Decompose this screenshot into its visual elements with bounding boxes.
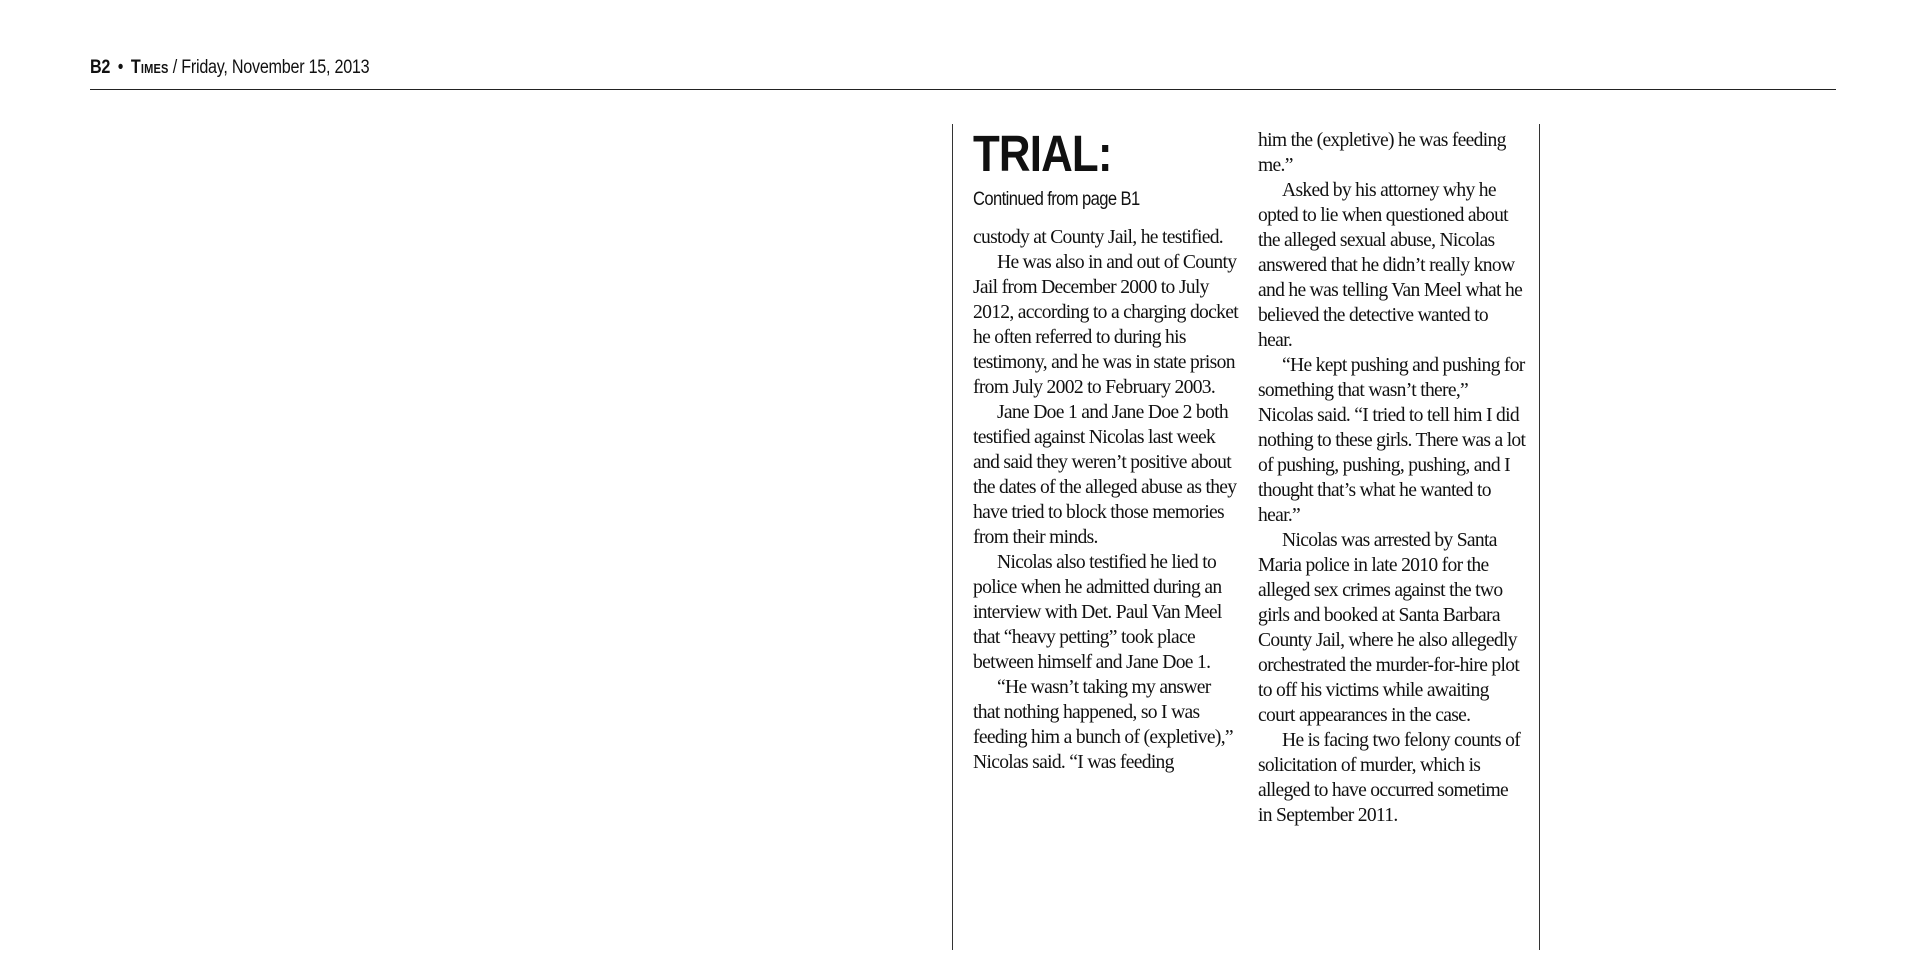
paragraph: Asked by his attorney why he opted to lie when questioned about the alleged sexual abuse, Nicolas answered that he didn’t really know and he was telling Van Meel what he believed the detective wanted to hear. [1258, 180, 1523, 351]
publication-date: Friday, November 15, 2013 [181, 57, 370, 78]
paragraph: “He wasn’t taking my answer that nothing happened, so I was feeding him a bunch of (expletive),” Nicolas said. “I was feeding [973, 677, 1233, 773]
article-column-2 [1258, 128, 1526, 828]
paragraph: He was also in and out of County Jail from December 2000 to July 2012, according to a charging docket he often referred to during his testimony, and he was in state prison from July 2002 to February 2003. [973, 252, 1238, 398]
continued-from-line: Continued from page B1 [973, 188, 1140, 210]
folio-slash: / [172, 57, 178, 78]
paragraph: Nicolas also testified he lied to police when he admitted during an interview with Det. Paul Van Meel that “heavy petting” took place between himself and Jane Doe 1. [973, 552, 1222, 673]
paragraph: Jane Doe 1 and Jane Doe 2 both testified against Nicolas last week and said they weren’t positive about the dates of the alleged abuse as they have tried to block those memories from their minds. [973, 402, 1237, 548]
page-folio [90, 57, 369, 79]
paragraph: custody at County Jail, he testified. [973, 227, 1224, 248]
paragraph: Nicolas was arrested by Santa Maria police in late 2010 for the alleged sex crimes against the two girls and booked at Santa Barbara County Jail, where he also allegedly orchestrated the murder-for-hire plot to off his victims while awaiting court appearances in the case. [1258, 530, 1520, 726]
publication-name: Times [130, 57, 169, 78]
article-column-1 [973, 124, 1241, 775]
paragraph: him the (expletive) he was feeding me.” [1258, 130, 1506, 176]
page-number: B2 [90, 57, 111, 78]
header-rule [90, 89, 1836, 90]
paragraph: “He kept pushing and pushing for something that wasn’t there,” Nicolas said. “I tried to tell him I did nothing to these girls. There was a lot of pushing, pushing, pushing, and I thought that’s what he wanted to hear.” [1258, 355, 1526, 526]
article-kicker: TRIAL: [973, 125, 1112, 182]
article-jump [952, 124, 1540, 950]
paragraph: He is facing two felony counts of solicitation of murder, which is alleged to have occurred sometime in September 2011. [1258, 730, 1521, 826]
folio-bullet: • [117, 57, 124, 78]
